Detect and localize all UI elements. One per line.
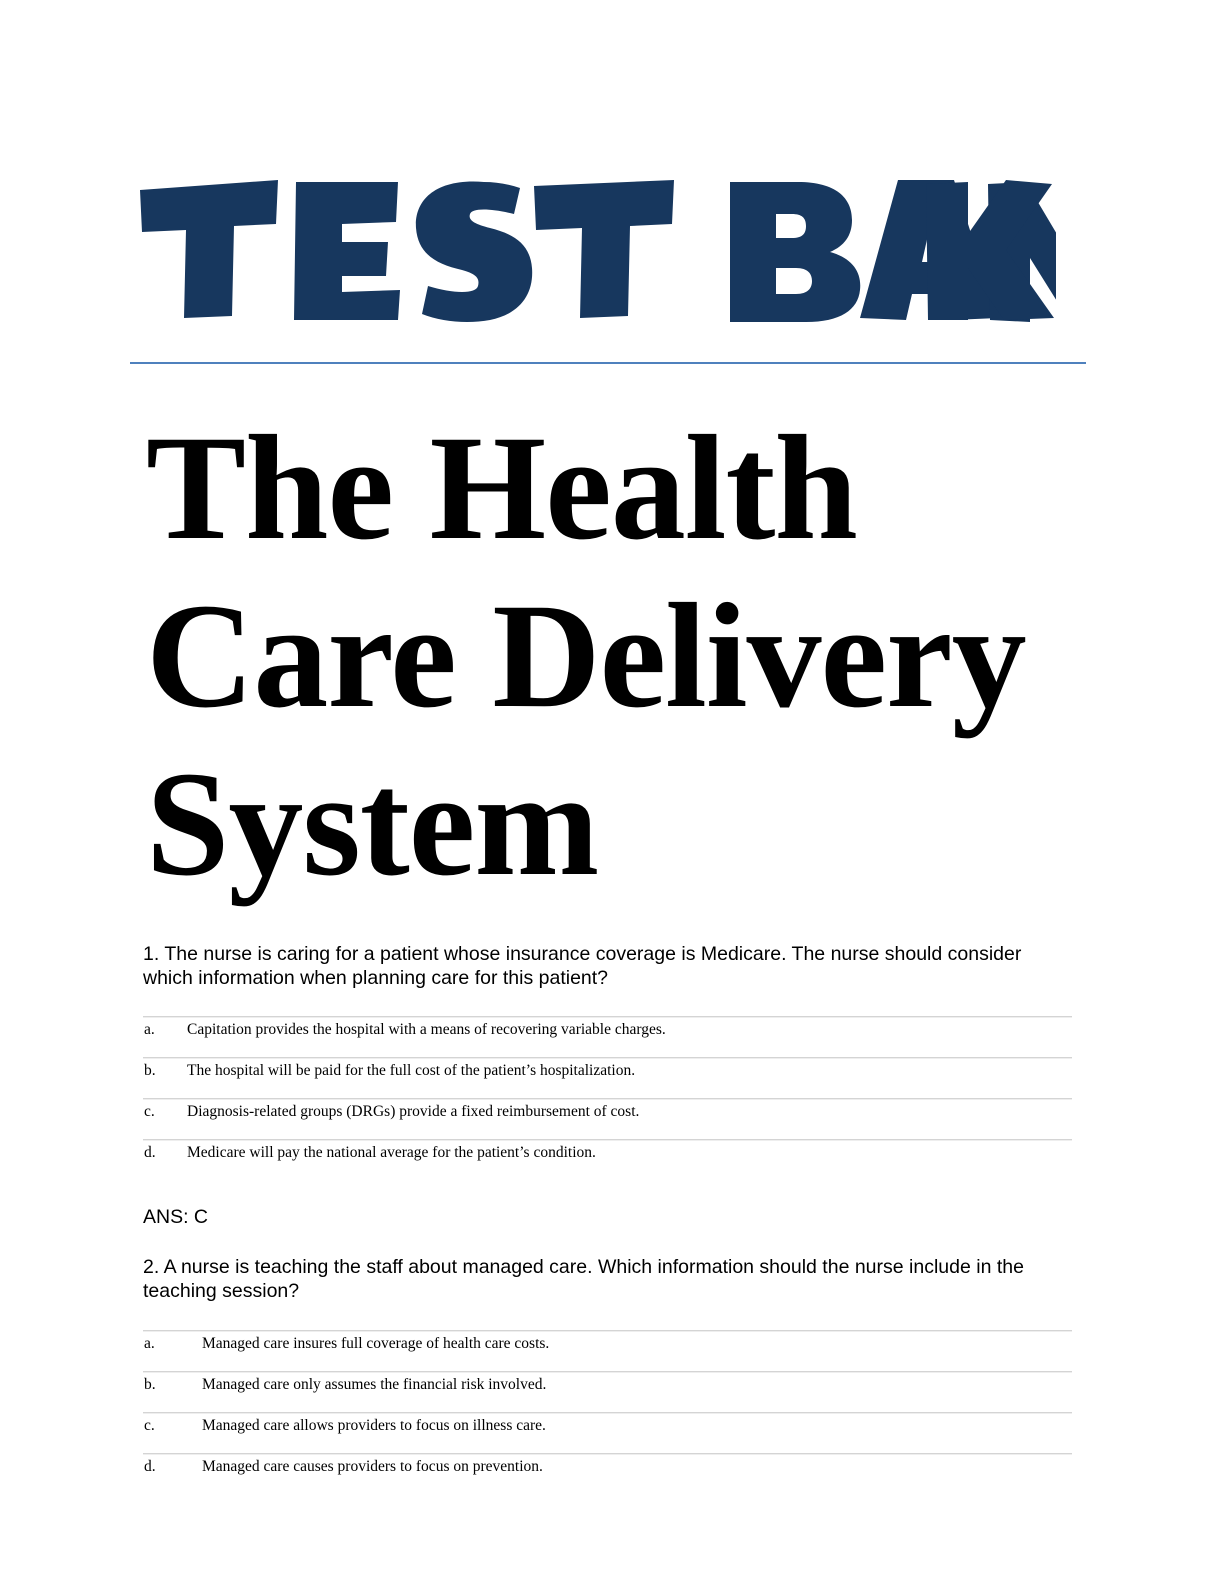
question-1-options <box>143 1016 1072 1180</box>
document-title <box>146 404 1106 908</box>
option-text: Diagnosis-related groups (DRGs) provide a fixed reimbursement of cost. <box>187 1103 640 1120</box>
option-text: Managed care causes providers to focus on prevention. <box>202 1458 543 1475</box>
option-letter: b. <box>144 1062 156 1079</box>
question-1-prompt: 1. The nurse is caring for a patient whose insurance coverage is Medicare. The nurse should consider which information when planning care for this patient? <box>143 943 1022 989</box>
title-line-2: Care Delivery <box>146 573 1026 739</box>
question-1-answer: ANS: C <box>143 1206 209 1228</box>
question-1-option-d <box>143 1139 1072 1180</box>
option-text: Managed care allows providers to focus on illness care. <box>202 1417 546 1434</box>
question-2-option-b <box>143 1371 1072 1412</box>
option-letter: c. <box>144 1103 155 1120</box>
question-1-option-c <box>143 1098 1072 1139</box>
question-2-option-c <box>143 1412 1072 1453</box>
test-bank-banner <box>136 168 1056 338</box>
question-2-prompt: 2. A nurse is teaching the staff about managed care. Which information should the nurse include in the teaching session? <box>143 1256 1024 1302</box>
option-text: Managed care only assumes the financial risk involved. <box>202 1376 547 1393</box>
question-1-option-b <box>143 1057 1072 1098</box>
title-line-3: System <box>146 741 599 907</box>
test-bank-banner-art <box>136 168 1056 338</box>
option-letter: a. <box>144 1021 155 1038</box>
question-2-option-d <box>143 1453 1072 1494</box>
option-text: Managed care insures full coverage of health care costs. <box>202 1335 550 1352</box>
option-letter: d. <box>144 1458 156 1475</box>
option-letter: c. <box>144 1417 155 1434</box>
option-text: The hospital will be paid for the full cost of the patient’s hospitalization. <box>187 1062 636 1079</box>
option-text: Capitation provides the hospital with a means of recovering variable charges. <box>187 1021 666 1038</box>
option-text: Medicare will pay the national average for the patient’s condition. <box>187 1144 596 1161</box>
question-2-options <box>143 1330 1072 1494</box>
banner-divider <box>130 362 1086 364</box>
question-2-option-a <box>143 1330 1072 1371</box>
option-letter: d. <box>144 1144 156 1161</box>
option-letter: a. <box>144 1335 155 1352</box>
title-line-1: The Health <box>146 405 857 571</box>
option-letter: b. <box>144 1376 156 1393</box>
question-1-option-a <box>143 1016 1072 1057</box>
